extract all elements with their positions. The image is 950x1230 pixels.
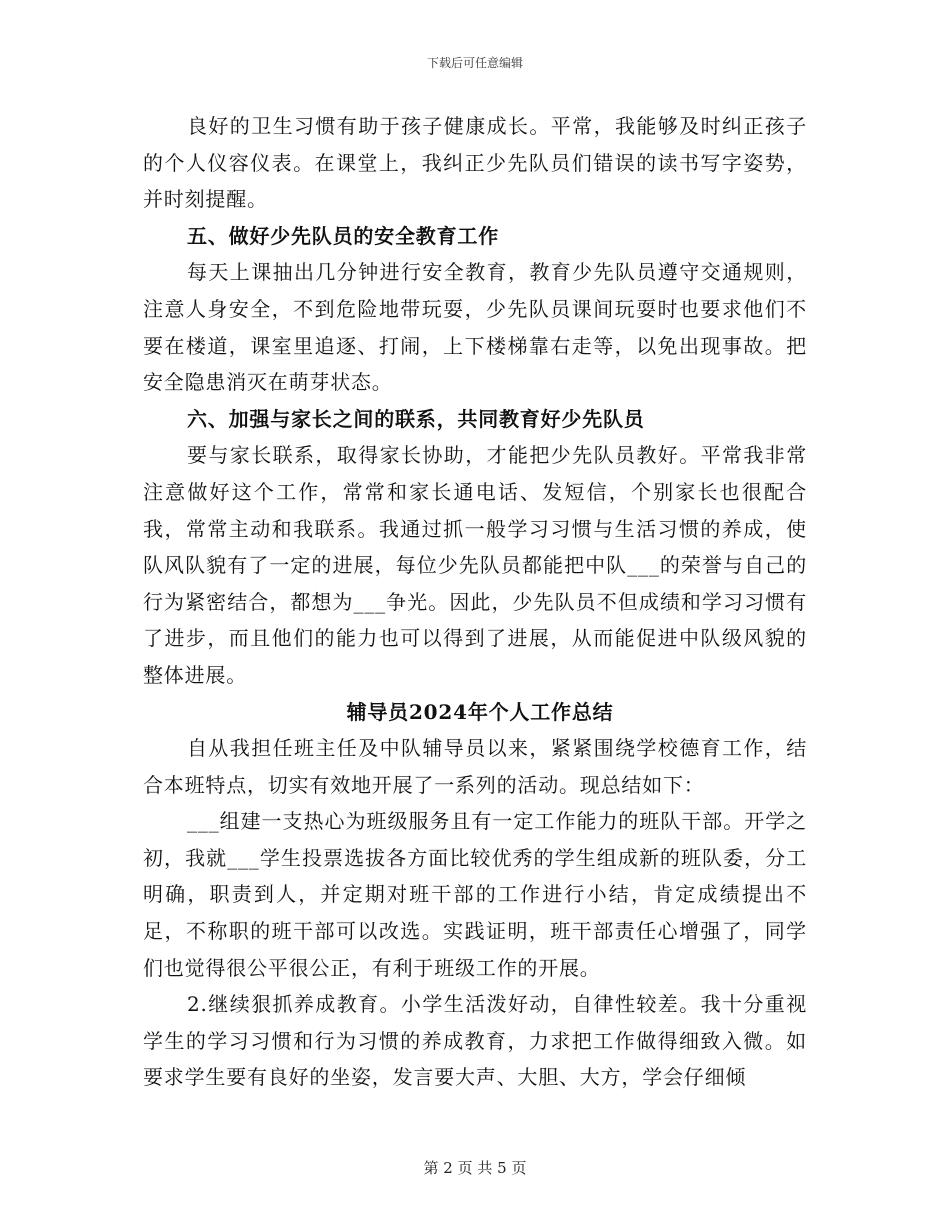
paragraph-class-cadre: ___组建一支热心为班级服务且有一定工作能力的班队干部。开学之初，我就___学生投票选拔各方面比较优秀的学生组成新的班队委，分工明确，职责到人，并定期对班干部的工作进行小结，肯定成绩提出不足，不称职的班干部可以改选。实践证明，班干部责任心增强了，同学们也觉得很公平很公正，有利于班级工作的开展。 <box>143 809 807 980</box>
page-header-note: 下载后可任意编辑 <box>426 56 523 70</box>
paragraph-intro: 自从我担任班主任及中队辅导员以来，紧紧围绕学校德育工作，结合本班特点，切实有效地开展了一系列的活动。现总结如下： <box>143 736 807 797</box>
section-heading-safety: 五、做好少先队员的安全教育工作 <box>187 223 499 248</box>
page-number-footer: 第 2 页 共 5 页 <box>423 1159 527 1177</box>
section-heading-parents: 六、加强与家长之间的联系，共同教育好少先队员 <box>187 406 645 431</box>
paragraph-parents: 要与家长联系，取得家长协助，才能把少先队员教好。平常我非常注意做好这个工作，常常和家长通电话、发短信，个别家长也很配合我，常常主动和我联系。我通过抓一般学习习惯与生活习惯的养成，使队风队貌有了一定的进展，每位少先队员都能把中队___的荣誉与自己的行为紧密结合，都想为___争光。因此，少先队员不但成绩和学习习惯有了进步，而且他们的能力也可以得到了进展，从而能促进中队级风貌的整体进展。 <box>143 443 807 687</box>
document-title: 辅导员2024年个人工作总结 <box>346 699 614 724</box>
paragraph-habit-education: 2.继续狠抓养成教育。小学生活泼好动，自律性较差。我十分重视学生的学习习惯和行为习惯的养成教育，力求把工作做得细致入微。如要求学生要有良好的坐姿，发言要大声、大胆、大方，学会仔细倾 <box>143 992 807 1090</box>
paragraph-hygiene: 良好的卫生习惯有助于孩子健康成长。平常，我能够及时纠正孩子的个人仪容仪表。在课堂上，我纠正少先队员们错误的读书写字姿势，并时刻提醒。 <box>143 114 807 212</box>
document-body <box>143 108 807 1096</box>
paragraph-safety: 每天上课抽出几分钟进行安全教育，教育少先队员遵守交通规则，注意人身安全，不到危险地带玩耍，少先队员课间玩耍时也要求他们不要在楼道，课室里追逐、打闹，上下楼梯靠右走等，以免出现事故。把安全隐患消灭在萌芽状态。 <box>143 260 807 395</box>
